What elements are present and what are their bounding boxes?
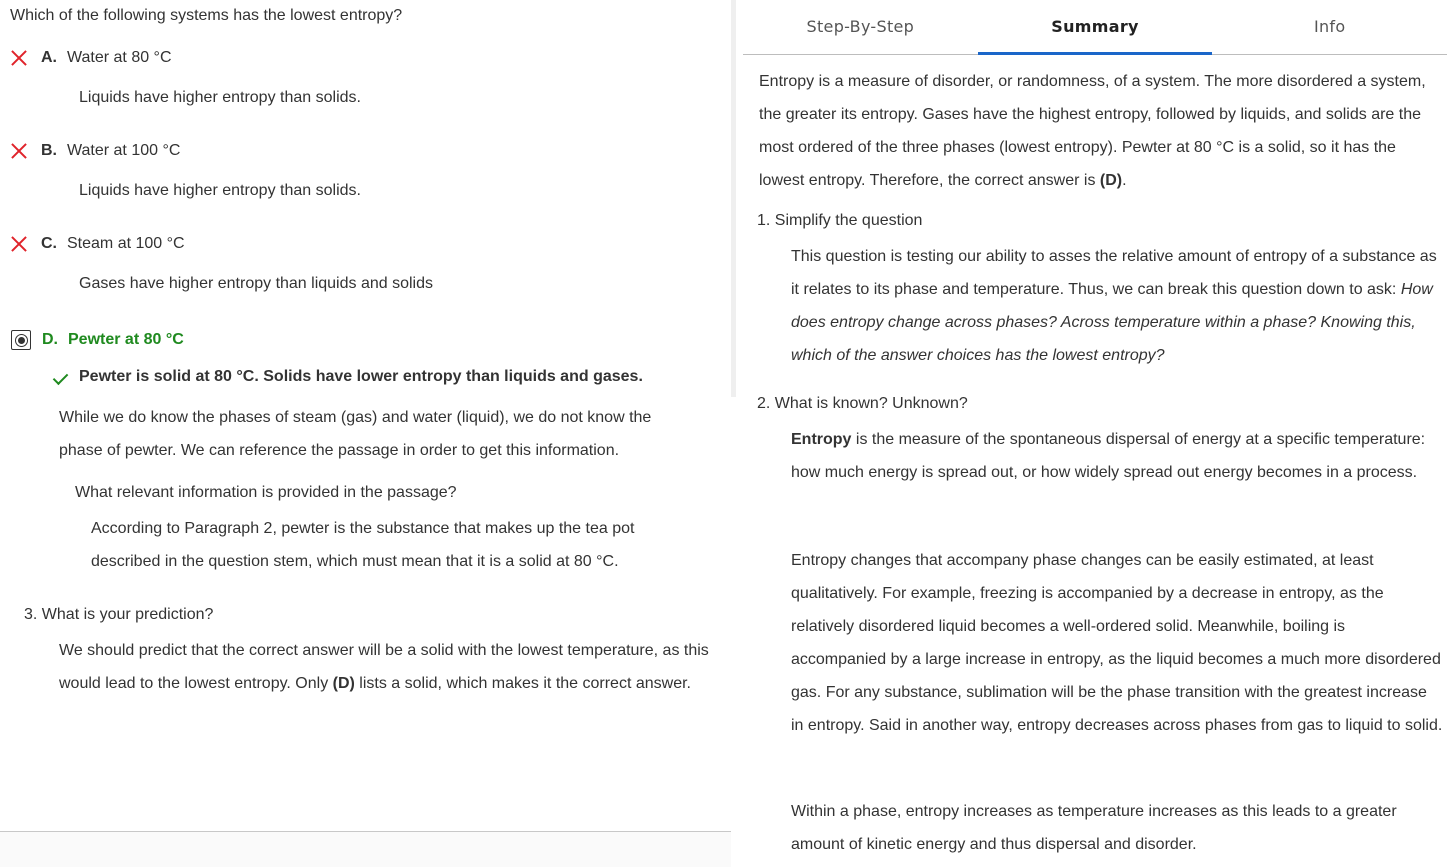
choice-label: Water at 80 °C xyxy=(67,49,172,66)
step-1-heading: 1. Simplify the question xyxy=(757,212,923,229)
step-3-text: We should predict that the correct answer will be a solid with the lowest temperature, as this would lead to the lowest entropy. Only (D) lists a solid, which makes it the correct answer. xyxy=(59,642,709,692)
pane-divider[interactable] xyxy=(731,0,736,397)
choice-label: Steam at 100 °C xyxy=(67,235,185,252)
choice-label: Pewter at 80 °C xyxy=(68,331,184,348)
step-2-heading: 2. What is known? Unknown? xyxy=(757,395,968,412)
step-3-heading: 3. What is your prediction? xyxy=(24,606,214,623)
tab-step-by-step[interactable]: Step-By-Step xyxy=(806,17,915,36)
sub-question: What relevant information is provided in the passage? xyxy=(75,484,457,501)
bottom-bar xyxy=(0,832,731,867)
selected-radio-icon[interactable] xyxy=(11,330,31,350)
explanation-pane xyxy=(743,0,1447,867)
explanation-paragraph: While we do know the phases of steam (gas) and water (liquid), we do not know the phase of pewter. We can reference the passage in order to get this information. xyxy=(59,409,652,459)
tab-summary[interactable]: Summary xyxy=(978,0,1213,54)
correct-explanation-text: Pewter is solid at 80 °C. Solids have lower entropy than liquids and gases. xyxy=(79,368,643,385)
temperature-paragraph: Within a phase, entropy increases as temperature increases as this leads to a greater amount of kinetic energy and thus dispersal and disorder. xyxy=(791,803,1397,853)
choice-letter: B. xyxy=(41,142,57,159)
choice-d[interactable] xyxy=(10,330,184,350)
choice-a[interactable] xyxy=(10,49,172,67)
choice-explanation: Liquids have higher entropy than solids. xyxy=(79,182,361,199)
incorrect-x-icon xyxy=(10,235,28,253)
question-text: Which of the following systems has the lowest entropy? xyxy=(10,7,403,24)
explanation-tabs xyxy=(743,0,1447,55)
tab-info[interactable]: Info xyxy=(1313,17,1346,36)
entropy-definition: Entropy is the measure of the spontaneous dispersal of energy at a specific temperature: how much energy is spread out, or how widely spread out energy becomes in a process. xyxy=(791,431,1426,481)
phase-change-paragraph: Entropy changes that accompany phase changes can be easily estimated, at least qualitatively. For example, freezing is accompanied by a decrease in entropy, as the relatively disordered liquid becomes a well-ordered solid. Meanwhile, boiling is accompanied by a large increase in entropy, as the liquid becomes a much more disordered gas. For any substance, sublimation will be the phase transition with the greatest increase in entropy. Said in another way, entropy decreases across phases from gas to liquid to solid. xyxy=(791,552,1443,734)
summary-intro: Entropy is a measure of disorder, or randomness, of a system. The more disordered a system, the greater its entropy. Gases have the highest entropy, followed by liquids, and solids are the most ordered of the three phases (lowest entropy). Pewter at 80 °C is a solid, so it has the lowest entropy. Therefore, the correct answer is (D). xyxy=(759,73,1426,189)
incorrect-x-icon xyxy=(10,49,28,67)
choice-label: Water at 100 °C xyxy=(67,142,181,159)
choice-explanation: Gases have higher entropy than liquids and solids xyxy=(79,275,433,292)
sub-answer: According to Paragraph 2, pewter is the substance that makes up the tea pot described in the question stem, which must mean that it is a solid at 80 °C. xyxy=(91,520,635,570)
choice-letter: A. xyxy=(41,49,57,66)
choice-c[interactable] xyxy=(10,235,185,253)
incorrect-x-icon xyxy=(10,142,28,160)
choice-letter: D. xyxy=(42,331,58,348)
choice-letter: C. xyxy=(41,235,57,252)
correct-explanation xyxy=(52,368,643,386)
choice-explanation: Liquids have higher entropy than solids. xyxy=(79,89,361,106)
checkmark-icon xyxy=(52,371,70,383)
choice-b[interactable] xyxy=(10,142,180,160)
step-1-text: This question is testing our ability to asses the relative amount of entropy of a substance as it relates to its phase and temperature. Thus, we can break this question down to ask: How does entropy change across phases? Across temperature within a phase? Knowing this, which of the answer choices has the lowest entropy? xyxy=(791,248,1437,364)
